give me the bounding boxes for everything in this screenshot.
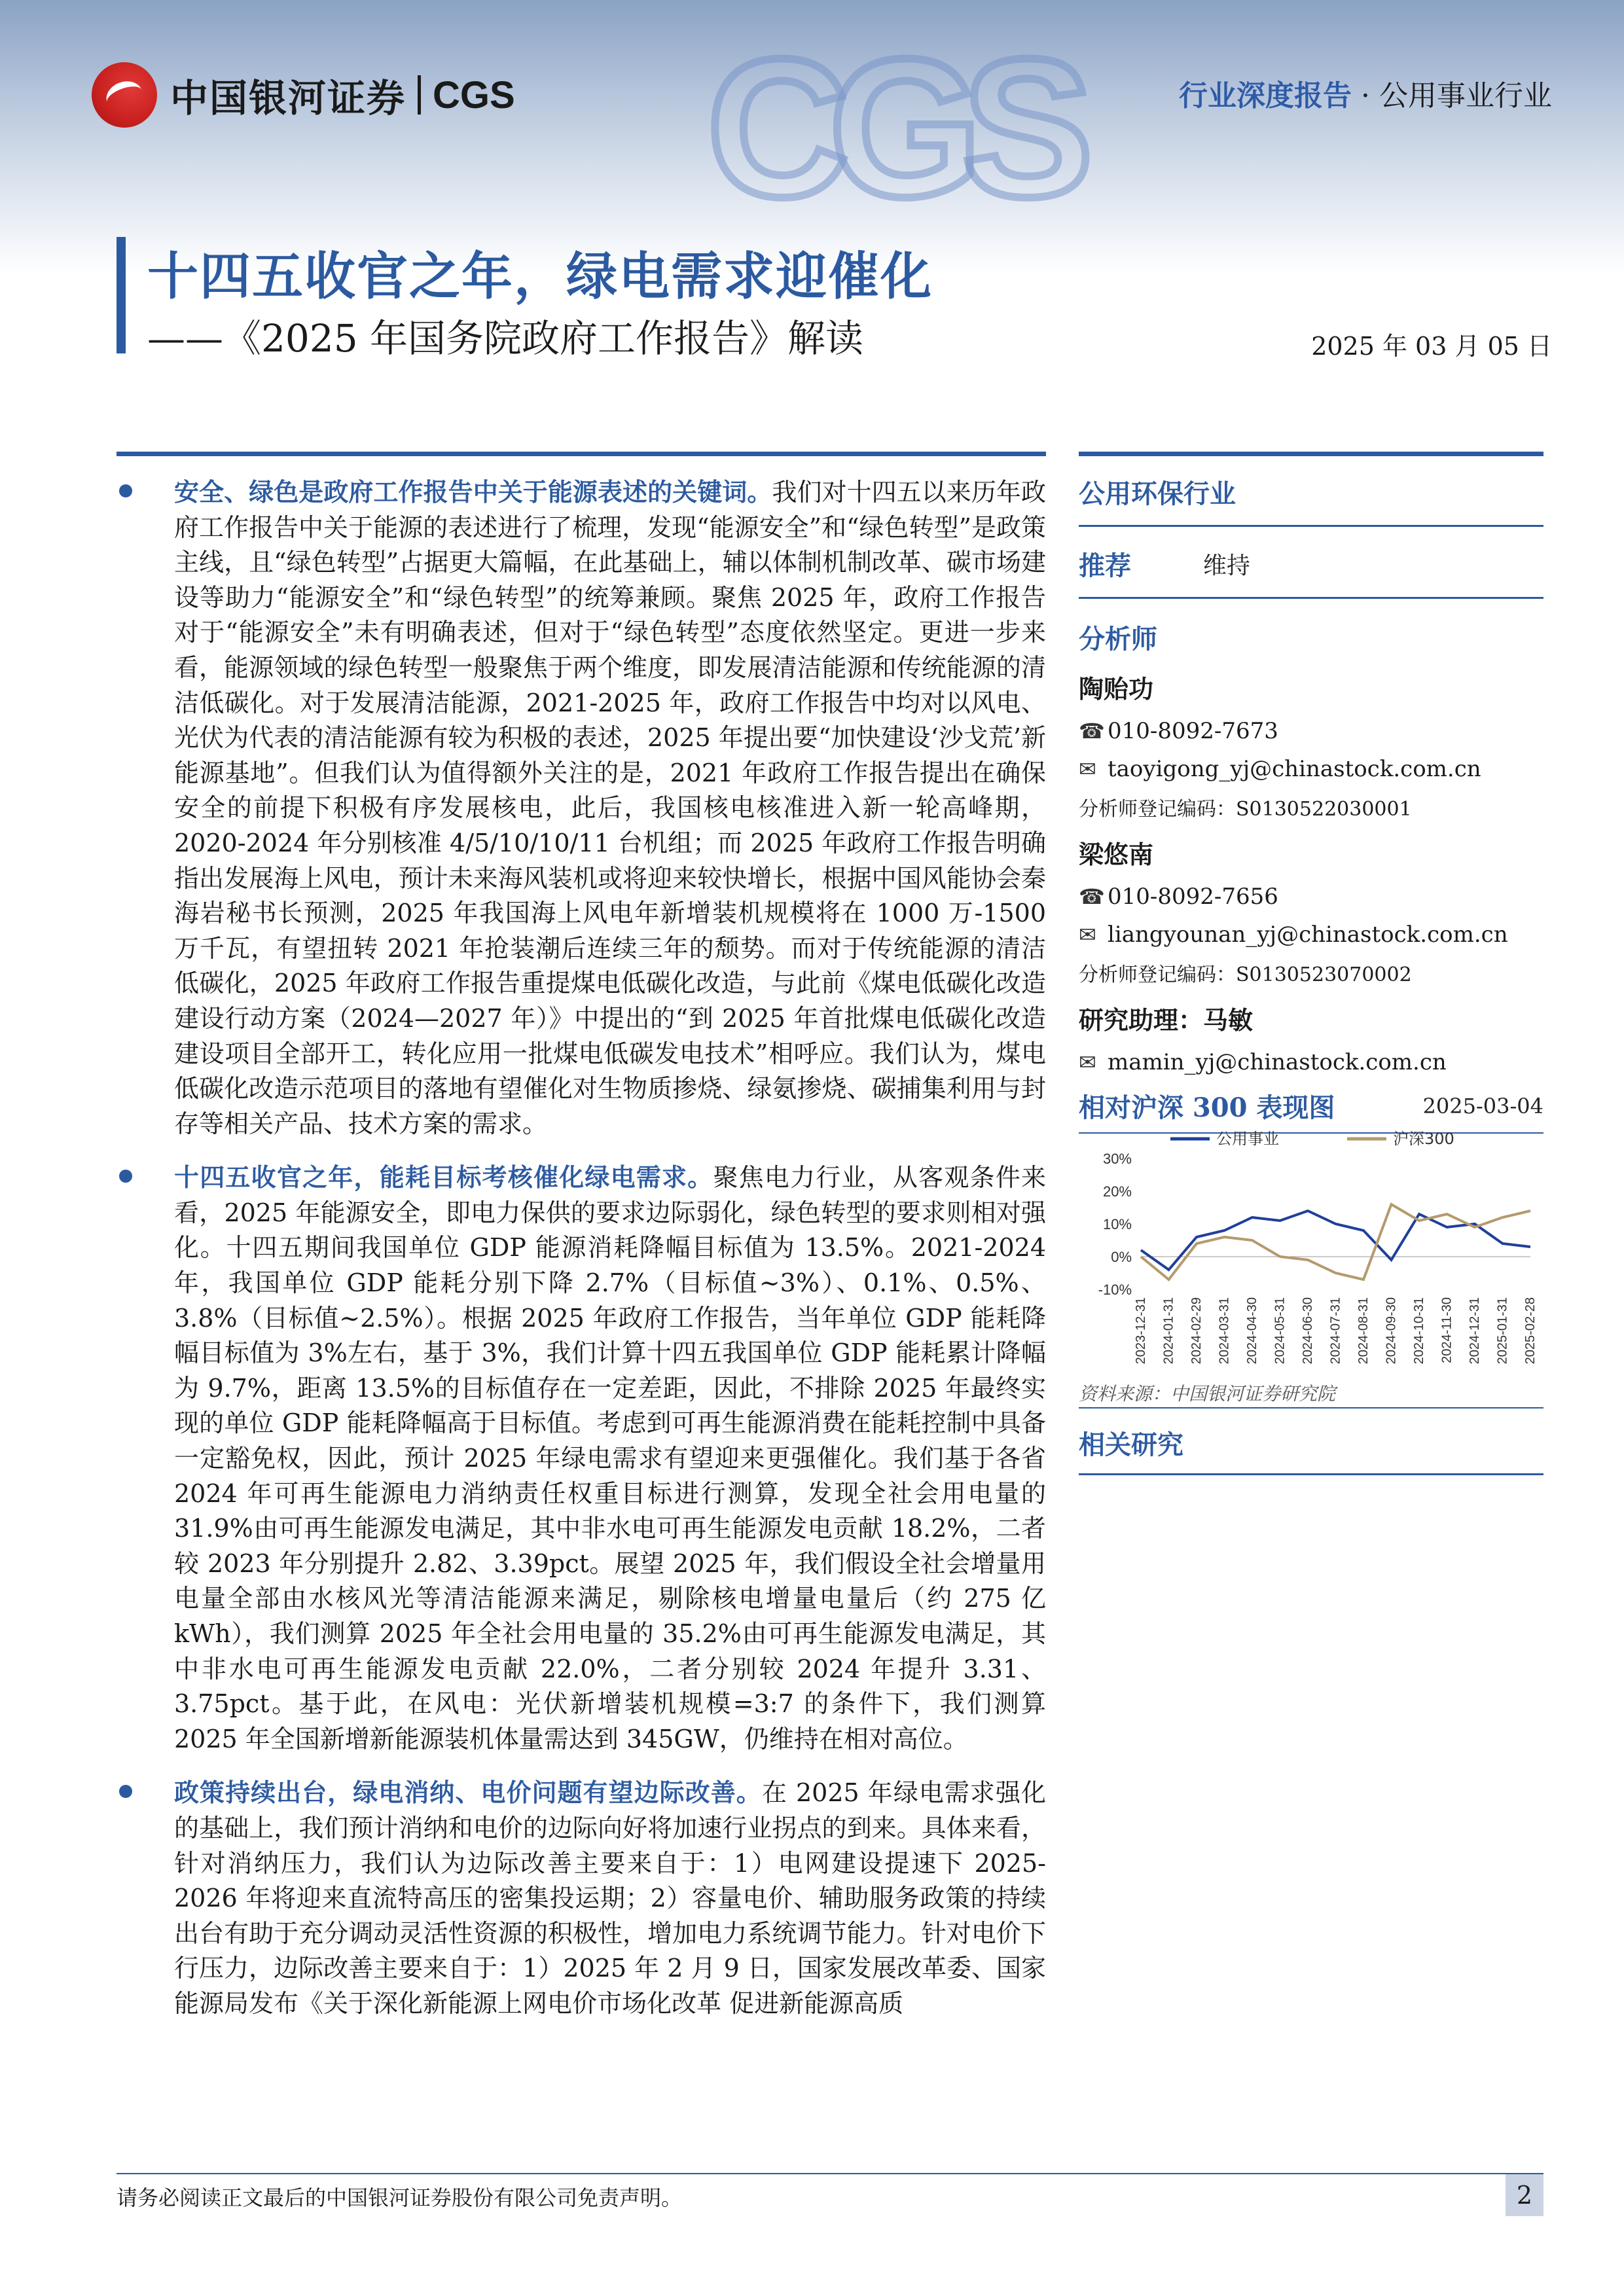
analyst-email (1079, 756, 1543, 782)
paragraph-policy (117, 1775, 1046, 2021)
rating-value: 维持 (1203, 552, 1251, 579)
phone-number: 010-8092-7656 (1108, 884, 1278, 910)
y-tick-label: 30% (1102, 1151, 1132, 1167)
logo-mark-icon (92, 62, 157, 128)
telephone-icon: ☎ (1079, 719, 1105, 744)
paragraph-body: 聚焦电力行业，从客观条件来看，2025 年能源安全，即电力保供的要求边际弱化，绿色转型的要求则相对强化。十四五期间我国单位 GDP 能源消耗降幅目标值为 13.5%。2021-2024 年，我国单位 GDP 能耗分别下降 2.7%（目标值~3%）、0.1%、0.5%、3.8%（目标值~2.5%）。根据 2025 年政府工作报告，当年单位 GDP 能耗降幅目标值为 3%左右，基于 3%，我们计算十四五我国单位 GDP 能耗累计降幅为 9.7%，距离 13.5%的目标值存在一定差距，因此，不排除 2025 年最终实现的单位 GDP 能耗降幅高于目标值。考虑到可再生能源消费在能耗控制中具备一定豁免权，因此，预计 2025 年绿电需求有望迎来更强催化。我们基于各省 2024 年可再生能源电力消纳责任权重目标进行测算，发现全社会用电量的 31.9%由可再生能源发电满足，其中非水电可再生能源发电贡献 18.2%，二者较 2023 年分别提升 2.82、3.39pct。展望 2025 年，我们假设全社会增量用电量全部由水核风光等清洁能源来满足，剔除核电增量电量后（约 275 亿 kWh），我们测算 2025 年全社会用电量的 35.2%由可再生能源发电满足，其中非水电可再生能源发电贡献 22.0%，二者分别较 2024 年提升 3.31、3.75pct。基于此，在风电：光伏新增装机规模=3:7 的条件下，我们测算 2025 年全国新增新能源装机体量需达到 345GW，仍维持在相对高位。 (174, 1163, 1046, 1753)
x-tick-label: 2024-12-31 (1468, 1297, 1482, 1365)
email-address[interactable]: liangyounan_yj@chinastock.com.cn (1108, 922, 1508, 948)
x-tick-label: 2025-02-28 (1523, 1297, 1538, 1365)
bullet-icon (119, 1785, 132, 1798)
paragraph-body: 我们对十四五以来历年政府工作报告中关于能源的表述进行了梳理，发现“能源安全”和“绿色转型”是政策主线，且“绿色转型”占据更大篇幅，在此基础上，辅以体制机制改革、碳市场建设等助力“能源安全”和“绿色转型”的统筹兼顾。聚焦 2025 年，政府工作报告对于“能源安全”未有明确表述，但对于“绿色转型”态度依然坚定。更进一步来看，能源领域的绿色转型一般聚焦于两个维度，即发展清洁能源和传统能源的清洁低碳化。对于发展清洁能源，2021-2025 年，政府工作报告中均对以风电、光伏为代表的清洁能源有较为积极的表述，2025 年提出要“加快建设‘沙戈荒’新能源基地”。但我们认为值得额外关注的是，2021 年政府工作报告提出在确保安全的前提下积极有序发展核电，此后，我国核电核准进入新一轮高峰期，2020-2024 年分别核准 4/5/10/10/11 台机组；而 2025 年政府工作报告明确指出发展海上风电，预计未来海风装机或将迎来较快增长，根据中国风能协会秦海岩秘书长预测，2025 年我国海上风电年新增装机规模将在 1000 万-1500 万千瓦，有望扭转 2021 年抢装潮后连续三年的颓势。而对于传统能源的清洁低碳化，2025 年政府工作报告重提煤电低碳化改造，与此前《煤电低碳化改造建设行动方案（2024—2027 年）》中提出的“到 2025 年首批煤电低碳化改造建设项目全部开工，转化应用一批煤电低碳发电技术”相呼应。我们认为，煤电低碳化改造示范项目的落地有望催化对生物质掺烧、绿氨掺烧、碳捕集利用与封存等相关产品、技术方案的需求。 (174, 478, 1046, 1138)
y-tick-label: 20% (1102, 1183, 1132, 1200)
bullet-icon (119, 484, 132, 497)
sector-heading: 公用环保行业 (1079, 478, 1236, 509)
chart-heading: 相对沪深 300 表现图 (1079, 1092, 1335, 1123)
paragraph-energy-keywords (117, 475, 1046, 1141)
disclaimer-note: 请务必阅读正文最后的中国银河证券股份有限公司免责声明。 (117, 2185, 683, 2210)
company-logo (92, 62, 515, 128)
title-accent-bar (117, 237, 126, 353)
rating-row (1079, 545, 1543, 583)
analysts-heading: 分析师 (1079, 624, 1157, 655)
paragraph-energy-target (117, 1160, 1046, 1757)
series-line (1141, 1211, 1530, 1270)
email-address[interactable]: taoyigong_yj@chinastock.com.cn (1108, 756, 1481, 782)
analyst-registration: 分析师登记编码：S0130523070002 (1079, 963, 1412, 986)
y-tick-label: -10% (1098, 1282, 1132, 1298)
chart-date: 2025-03-04 (1422, 1093, 1543, 1119)
legend-label: 沪深300 (1393, 1130, 1454, 1148)
x-tick-label: 2025-01-31 (1495, 1297, 1510, 1365)
page-number: 2 (1506, 2174, 1543, 2216)
page-subtitle: ——《2025 年国务院政府工作报告》解读 (147, 316, 864, 361)
phone-number: 010-8092-7673 (1108, 718, 1278, 744)
report-date: 2025 年 03 月 05 日 (1311, 332, 1552, 361)
x-tick-label: 2024-06-30 (1301, 1297, 1315, 1365)
research-assistant: 研究助理：马敏 (1079, 1005, 1254, 1035)
sidebar-top-rule (1079, 452, 1543, 456)
envelope-icon: ✉ (1079, 1050, 1096, 1075)
main-top-rule (117, 452, 1046, 456)
x-tick-label: 2024-04-30 (1245, 1297, 1259, 1365)
x-tick-label: 2024-01-31 (1161, 1297, 1176, 1365)
chart-svg (1079, 1119, 1543, 1381)
analyst-name: 梁悠南 (1079, 840, 1154, 869)
related-research (1079, 1407, 1543, 1475)
related-heading: 相关研究 (1079, 1429, 1183, 1460)
y-tick-label: 0% (1111, 1249, 1132, 1265)
telephone-icon: ☎ (1079, 884, 1105, 909)
paragraph-lead: 安全、绿色是政府工作报告中关于能源表述的关键词。 (174, 477, 772, 507)
rating-label: 推荐 (1079, 550, 1131, 581)
paragraph-body: 在 2025 年绿电需求强化的基础上，我们预计消纳和电价的边际向好将加速行业拐点的到来。具体来看，针对消纳压力，我们认为边际改善主要来自于：1）电网建设提速下 2025-2026 年将迎来直流特高压的密集投运期；2）容量电价、辅助服务政策的持续出台有助于充分调动灵活性资源的积极性，增加电力系统调节能力。针对电价下行压力，边际改善主要来自于：1）2025 年 2 月 9 日，国家发展改革委、国家能源局发布《关于深化新能源上网电价市场化改革 促进新能源高质 (174, 1778, 1046, 2018)
x-tick-label: 2024-08-31 (1356, 1297, 1371, 1365)
bullet-icon (119, 1170, 132, 1183)
x-tick-label: 2024-11-30 (1439, 1297, 1454, 1363)
main-column (117, 452, 1046, 2022)
analyst-name: 陶贻功 (1079, 674, 1154, 704)
watermark-logo: CGS (707, 18, 1074, 238)
y-tick-label: 10% (1102, 1216, 1132, 1232)
paragraph-lead: 政策持续出台，绿电消纳、电价问题有望边际改善。 (174, 1778, 762, 1808)
envelope-icon: ✉ (1079, 757, 1096, 781)
related-rule (1079, 1473, 1543, 1475)
series-line (1141, 1204, 1530, 1280)
analyst-registration: 分析师登记编码：S0130522030001 (1079, 798, 1412, 821)
analyst-email (1079, 922, 1543, 948)
industry-label: 公用事业行业 (1379, 79, 1552, 113)
analyst-phone (1079, 884, 1543, 910)
paragraph-lead: 十四五收官之年，能耗目标考核催化绿电需求。 (174, 1162, 713, 1193)
envelope-icon: ✉ (1079, 922, 1096, 947)
sidebar (1079, 452, 1543, 1134)
logo-text-en: CGS (433, 73, 515, 117)
sidebar-divider (1079, 525, 1543, 527)
footer-rule (117, 2173, 1543, 2174)
page-title: 十四五收官之年，绿电需求迎催化 (147, 247, 933, 306)
logo-text-cn: 中国银河证券 (170, 77, 406, 120)
assistant-email (1079, 1049, 1543, 1075)
chart-source: 资料来源：中国银河证券研究院 (1079, 1383, 1336, 1405)
x-tick-label: 2024-05-31 (1272, 1297, 1288, 1365)
report-type-label: 行业深度报告 (1179, 79, 1352, 113)
related-top-rule (1079, 1407, 1543, 1408)
x-tick-label: 2024-10-31 (1412, 1297, 1426, 1365)
sidebar-divider (1079, 597, 1543, 599)
legend-label: 公用事业 (1216, 1130, 1279, 1148)
logo-separator (418, 75, 421, 115)
report-type (1179, 72, 1552, 114)
x-tick-label: 2023-12-31 (1134, 1297, 1148, 1365)
analyst-phone (1079, 718, 1543, 744)
x-tick-label: 2024-09-30 (1384, 1297, 1399, 1365)
x-tick-label: 2024-07-31 (1328, 1297, 1343, 1365)
email-address[interactable]: mamin_yj@chinastock.com.cn (1108, 1049, 1447, 1075)
x-tick-label: 2024-02-29 (1189, 1297, 1204, 1365)
report-type-separator: · (1352, 79, 1379, 113)
x-tick-label: 2024-03-31 (1217, 1297, 1232, 1365)
